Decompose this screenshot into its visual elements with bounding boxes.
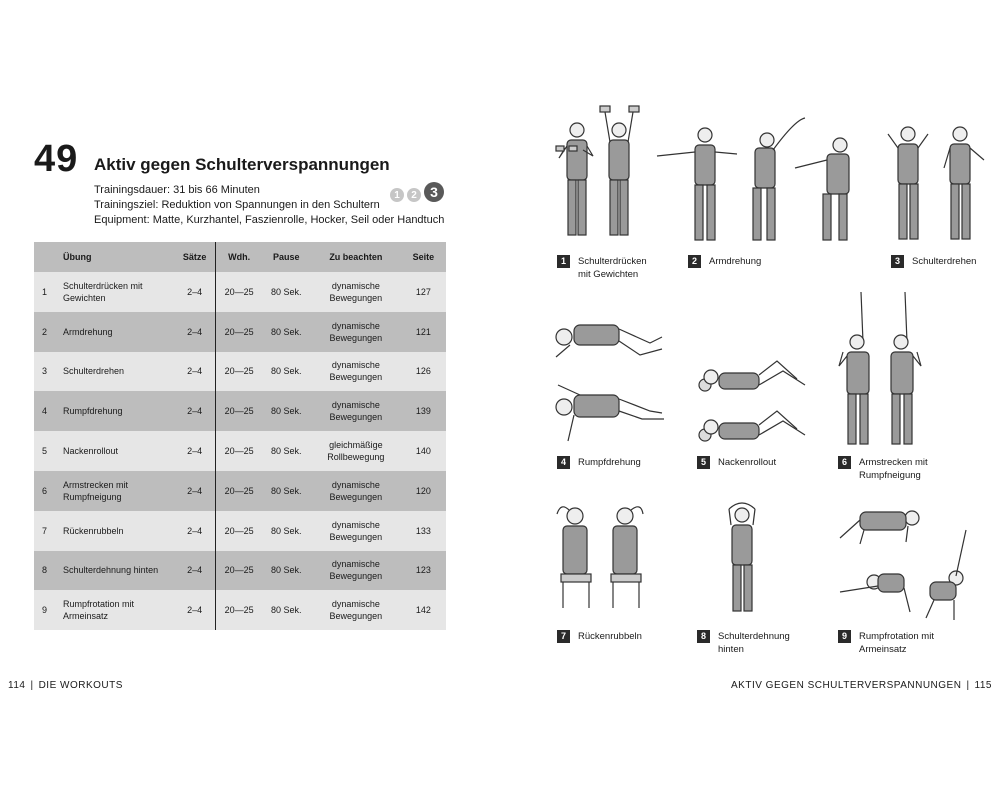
caption-number-badge: 7 bbox=[557, 630, 570, 643]
header-page: Seite bbox=[401, 242, 445, 272]
caption-label: Rumpfrotation mit Armeinsatz bbox=[859, 631, 934, 655]
caption-number-badge: 5 bbox=[697, 456, 710, 469]
training-equipment: Equipment: Matte, Kurzhantel, Faszienrolle, Hocker, Seil oder Handtuch bbox=[94, 214, 445, 226]
footer-right: AKTIV GEGEN SCHULTERVERSPANNUNGEN | 115 bbox=[731, 680, 992, 691]
sets-value: 2–4 bbox=[174, 312, 215, 352]
header-reps: Wdh. bbox=[216, 242, 263, 272]
page-reference: 127 bbox=[401, 272, 445, 312]
pause-value: 80 Sek. bbox=[262, 352, 310, 392]
page-reference: 123 bbox=[401, 551, 445, 591]
caption-4 bbox=[557, 456, 658, 469]
illustration-back-rub bbox=[553, 500, 653, 615]
table-row bbox=[34, 590, 446, 630]
note-value: dynamische Bewegungen bbox=[310, 312, 401, 352]
row-number: 1 bbox=[34, 272, 55, 312]
reps-value: 20—25 bbox=[216, 511, 263, 551]
workout-number: 49 bbox=[34, 138, 79, 180]
exercise-name: Schulterdehnung hinten bbox=[55, 551, 174, 591]
illustration-neck-rollout bbox=[693, 355, 818, 450]
row-number: 7 bbox=[34, 511, 55, 551]
pause-value: 80 Sek. bbox=[262, 272, 310, 312]
illustration-shoulder-circles bbox=[880, 120, 995, 250]
right-page-number: 115 bbox=[974, 680, 992, 691]
level-badge-2: 2 bbox=[407, 188, 421, 202]
workout-title: Aktiv gegen Schulterverspannungen bbox=[94, 155, 390, 174]
sets-value: 2–4 bbox=[174, 391, 215, 431]
note-value: dynamische Bewegungen bbox=[310, 471, 401, 511]
exercise-name: Rumpfdrehung bbox=[55, 391, 174, 431]
sets-value: 2–4 bbox=[174, 352, 215, 392]
pause-value: 80 Sek. bbox=[262, 312, 310, 352]
difficulty-levels bbox=[390, 182, 444, 202]
note-value: dynamische Bewegungen bbox=[310, 272, 401, 312]
note-value: dynamische Bewegungen bbox=[310, 551, 401, 591]
reps-value: 20—25 bbox=[216, 312, 263, 352]
exercise-name: Nackenrollout bbox=[55, 431, 174, 471]
left-page-number: 114 bbox=[8, 680, 26, 691]
caption-number-badge: 6 bbox=[838, 456, 851, 469]
reps-value: 20—25 bbox=[216, 352, 263, 392]
left-section-title: DIE WORKOUTS bbox=[38, 680, 123, 691]
caption-6 bbox=[838, 456, 939, 482]
exercise-name: Rumpfrotation mit Armeinsatz bbox=[55, 590, 174, 630]
note-value: dynamische Bewegungen bbox=[310, 511, 401, 551]
pause-value: 80 Sek. bbox=[262, 431, 310, 471]
reps-value: 20—25 bbox=[216, 471, 263, 511]
illustration-trunk-rotation-arm bbox=[830, 500, 995, 630]
illustration-arm-stretch bbox=[833, 290, 943, 450]
level-badge-3-active: 3 bbox=[424, 182, 444, 202]
header-pause: Pause bbox=[262, 242, 310, 272]
table-row bbox=[34, 272, 446, 312]
caption-3 bbox=[891, 255, 992, 268]
row-number: 2 bbox=[34, 312, 55, 352]
pause-value: 80 Sek. bbox=[262, 590, 310, 630]
pause-value: 80 Sek. bbox=[262, 391, 310, 431]
reps-value: 20—25 bbox=[216, 431, 263, 471]
table-row bbox=[34, 511, 446, 551]
table-row bbox=[34, 551, 446, 591]
note-value: dynamische Bewegungen bbox=[310, 391, 401, 431]
reps-value: 20—25 bbox=[216, 272, 263, 312]
table-row bbox=[34, 312, 446, 352]
caption-2 bbox=[688, 255, 789, 268]
exercise-table bbox=[34, 242, 446, 630]
header-sets: Sätze bbox=[174, 242, 215, 272]
sets-value: 2–4 bbox=[174, 590, 215, 630]
caption-label: Rumpfdrehung bbox=[578, 457, 641, 468]
training-goal: Trainingsziel: Reduktion von Spannungen in den Schultern bbox=[94, 199, 380, 211]
exercise-name: Schulterdrücken mit Gewichten bbox=[55, 272, 174, 312]
table-row bbox=[34, 431, 446, 471]
row-number: 4 bbox=[34, 391, 55, 431]
sets-value: 2–4 bbox=[174, 551, 215, 591]
training-duration: Trainingsdauer: 31 bis 66 Minuten bbox=[94, 184, 260, 196]
sets-value: 2–4 bbox=[174, 272, 215, 312]
table-header-row bbox=[34, 242, 446, 272]
caption-number-badge: 8 bbox=[697, 630, 710, 643]
page-reference: 140 bbox=[401, 431, 445, 471]
caption-8 bbox=[697, 630, 798, 656]
page-reference: 126 bbox=[401, 352, 445, 392]
caption-label: Rückenrubbeln bbox=[578, 631, 642, 642]
caption-number-badge: 4 bbox=[557, 456, 570, 469]
illustration-shoulder-stretch-back bbox=[715, 497, 770, 617]
reps-value: 20—25 bbox=[216, 391, 263, 431]
caption-label: Armdrehung bbox=[709, 256, 762, 267]
note-value: dynamische Bewegungen bbox=[310, 352, 401, 392]
caption-number-badge: 9 bbox=[838, 630, 851, 643]
note-value: dynamische Bewegungen bbox=[310, 590, 401, 630]
footer-left: 114 | DIE WORKOUTS bbox=[8, 680, 123, 691]
row-number: 9 bbox=[34, 590, 55, 630]
pause-value: 80 Sek. bbox=[262, 471, 310, 511]
caption-number-badge: 1 bbox=[557, 255, 570, 268]
exercise-name: Rückenrubbeln bbox=[55, 511, 174, 551]
table-row bbox=[34, 391, 446, 431]
right-section-title: AKTIV GEGEN SCHULTERVERSPANNUNGEN bbox=[731, 680, 962, 691]
page-reference: 133 bbox=[401, 511, 445, 551]
caption-7 bbox=[557, 630, 658, 643]
row-number: 3 bbox=[34, 352, 55, 392]
caption-label: Schulterdrücken mit Gewichten bbox=[578, 256, 647, 280]
sets-value: 2–4 bbox=[174, 431, 215, 471]
caption-9 bbox=[838, 630, 939, 656]
illustration-trunk-rotation bbox=[550, 315, 675, 450]
exercise-name: Armdrehung bbox=[55, 312, 174, 352]
page-reference: 139 bbox=[401, 391, 445, 431]
level-badge-1: 1 bbox=[390, 188, 404, 202]
pause-value: 80 Sek. bbox=[262, 511, 310, 551]
sets-value: 2–4 bbox=[174, 471, 215, 511]
row-number: 5 bbox=[34, 431, 55, 471]
note-value: gleichmäßige Rollbewegung bbox=[310, 431, 401, 471]
reps-value: 20—25 bbox=[216, 551, 263, 591]
sets-value: 2–4 bbox=[174, 511, 215, 551]
header-note: Zu beachten bbox=[310, 242, 401, 272]
row-number: 8 bbox=[34, 551, 55, 591]
caption-label: Schulterdrehen bbox=[912, 256, 977, 267]
caption-label: Schulterdehnung hinten bbox=[718, 631, 790, 655]
caption-1 bbox=[557, 255, 658, 281]
exercise-name: Armstrecken mit Rumpfneigung bbox=[55, 471, 174, 511]
illustration-arm-rotation bbox=[655, 110, 865, 250]
reps-value: 20—25 bbox=[216, 590, 263, 630]
caption-number-badge: 3 bbox=[891, 255, 904, 268]
exercise-name: Schulterdrehen bbox=[55, 352, 174, 392]
page-reference: 120 bbox=[401, 471, 445, 511]
caption-label: Nackenrollout bbox=[718, 457, 777, 468]
table-row bbox=[34, 471, 446, 511]
caption-number-badge: 2 bbox=[688, 255, 701, 268]
pause-value: 80 Sek. bbox=[262, 551, 310, 591]
table-body bbox=[34, 272, 446, 630]
header-exercise: Übung bbox=[55, 242, 174, 272]
table-row bbox=[34, 352, 446, 392]
caption-5 bbox=[697, 456, 798, 469]
caption-label: Armstrecken mit Rumpfneigung bbox=[859, 457, 928, 481]
header-number bbox=[34, 242, 55, 272]
page-reference: 142 bbox=[401, 590, 445, 630]
page-reference: 121 bbox=[401, 312, 445, 352]
illustration-shoulder-press bbox=[553, 100, 653, 250]
row-number: 6 bbox=[34, 471, 55, 511]
